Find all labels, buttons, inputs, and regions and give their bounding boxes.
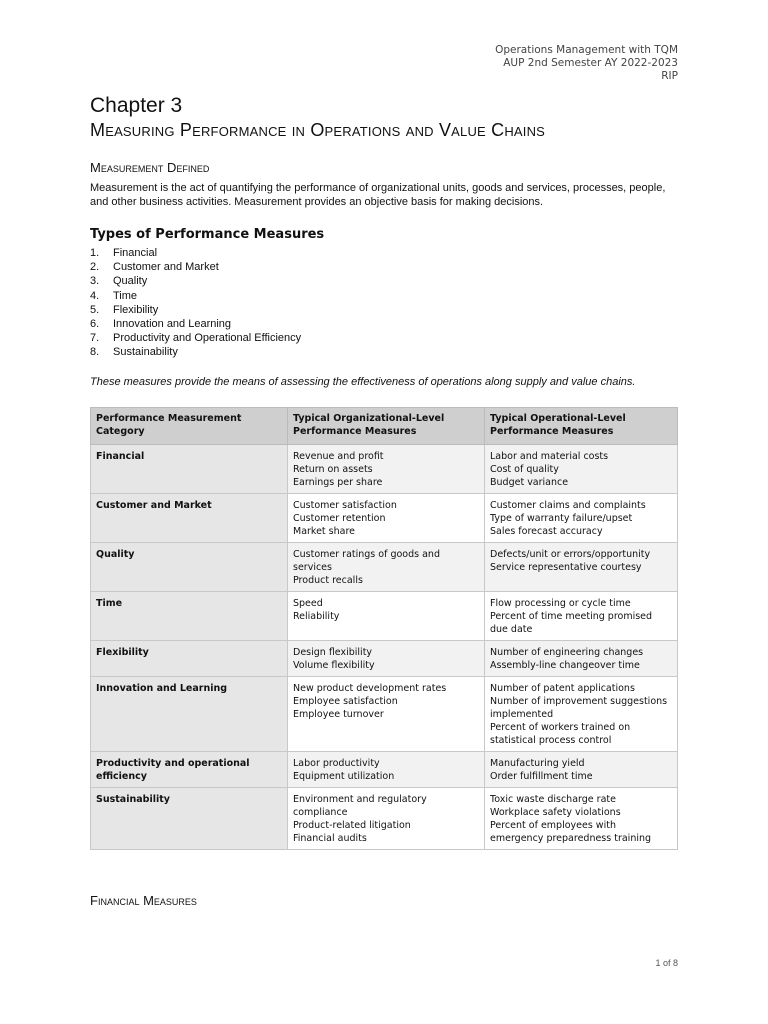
measure-item: Budget variance — [490, 477, 569, 488]
list-item-label: Time — [113, 289, 138, 302]
organizational-measures-cell — [288, 788, 485, 850]
organizational-measures-cell — [288, 592, 485, 641]
header-category: Performance Measurement Category — [91, 408, 288, 445]
list-item — [90, 345, 301, 359]
measure-item: Product-related litigation — [293, 820, 411, 831]
category-cell: Productivity and operational efficiency — [91, 752, 288, 788]
list-item — [90, 289, 301, 303]
list-item-number: 5. — [90, 303, 100, 316]
header-initials: RIP — [661, 70, 678, 82]
organizational-measures-cell — [288, 494, 485, 543]
document-header — [495, 44, 678, 83]
header-operational: Typical Operational-Level Performance Measures — [485, 408, 678, 445]
page-number: 1 of 8 — [655, 958, 678, 968]
measure-item: Percent of time meeting promised due date — [490, 611, 653, 635]
list-item — [90, 246, 301, 260]
operational-measures-cell — [485, 494, 678, 543]
measurement-definition-paragraph: Measurement is the act of quantifying the performance of organizational units, goods and services, processes, people, and other business activities. Measurement provides an objective basis for making decisions. — [90, 182, 666, 208]
measure-item: Revenue and profit — [293, 451, 384, 462]
organizational-measures-cell — [288, 677, 485, 752]
organizational-measures-cell — [288, 445, 485, 494]
measure-item: Employee turnover — [293, 709, 384, 720]
table-row — [91, 641, 678, 677]
measure-item: Order fulfillment time — [490, 771, 593, 782]
chapter-number: Chapter 3 — [90, 94, 183, 117]
table-row — [91, 752, 678, 788]
list-item-number: 4. — [90, 289, 100, 302]
category-cell: Innovation and Learning — [91, 677, 288, 752]
measure-item: Sales forecast accuracy — [490, 526, 603, 537]
measure-item: Design flexibility — [293, 647, 373, 658]
measure-item: Speed — [293, 598, 323, 609]
measure-item: Market share — [293, 526, 356, 537]
list-item-number: 1. — [90, 247, 100, 259]
operational-measures-cell — [485, 445, 678, 494]
section-heading-financial-measures: Financial Measures — [90, 893, 197, 908]
category-cell: Sustainability — [91, 788, 288, 850]
list-item-label: Quality — [113, 275, 148, 288]
category-cell: Quality — [91, 543, 288, 592]
measure-item: Product recalls — [293, 575, 363, 586]
measure-item: Customer ratings of goods and services — [293, 549, 440, 573]
measure-item: Service representative courtesy — [490, 562, 642, 573]
section-heading-measurement-defined: Measurement Defined — [90, 160, 210, 175]
measure-item: Labor and material costs — [490, 451, 609, 462]
measure-item: Volume flexibility — [293, 660, 375, 671]
table-row — [91, 677, 678, 752]
organizational-measures-cell — [288, 641, 485, 677]
measure-item: Flow processing or cycle time — [490, 598, 631, 609]
measure-item: Workplace safety violations — [490, 807, 621, 818]
category-cell: Time — [91, 592, 288, 641]
measure-item: Earnings per share — [293, 477, 383, 488]
header-course: Operations Management with TQM — [495, 44, 678, 56]
operational-measures-cell — [485, 677, 678, 752]
list-item — [90, 260, 301, 274]
list-item-number: 3. — [90, 275, 100, 288]
list-item — [90, 331, 301, 345]
measure-item: Equipment utilization — [293, 771, 395, 782]
table-row — [91, 592, 678, 641]
measure-item: Number of patent applications — [490, 683, 635, 694]
list-item-number: 7. — [90, 332, 100, 345]
list-item-number: 6. — [90, 318, 100, 331]
measure-item: Number of engineering changes — [490, 647, 644, 658]
table-row — [91, 494, 678, 543]
operational-measures-cell — [485, 788, 678, 850]
measures-note: These measures provide the means of assessing the effectiveness of operations along supply and value chains. — [90, 376, 636, 388]
operational-measures-cell — [485, 752, 678, 788]
operational-measures-cell — [485, 543, 678, 592]
list-item-label: Customer and Market — [113, 261, 219, 274]
measure-item: Environment and regulatory compliance — [293, 794, 427, 818]
operational-measures-cell — [485, 641, 678, 677]
list-item — [90, 303, 301, 317]
list-item-label: Innovation and Learning — [113, 318, 232, 331]
measure-item: Percent of workers trained on statistical process control — [490, 722, 631, 746]
measure-item: Labor productivity — [293, 758, 380, 769]
list-item-number: 8. — [90, 346, 100, 359]
performance-measures-table — [90, 407, 678, 850]
measure-item: Reliability — [293, 611, 340, 622]
category-cell: Flexibility — [91, 641, 288, 677]
measure-item: Financial audits — [293, 833, 367, 844]
list-item-label: Financial — [113, 247, 158, 259]
operational-measures-cell — [485, 592, 678, 641]
measure-item: Assembly-line changeover time — [490, 660, 640, 671]
measure-item: Customer claims and complaints — [490, 500, 646, 511]
header-semester: AUP 2nd Semester AY 2022-2023 — [503, 57, 678, 69]
table-row — [91, 445, 678, 494]
list-item-label: Sustainability — [113, 346, 178, 359]
list-item-label: Productivity and Operational Efficiency — [113, 332, 302, 345]
measure-item: Number of improvement suggestions implemented — [490, 696, 668, 720]
table-body — [91, 445, 678, 850]
measure-item: Customer satisfaction — [293, 500, 397, 511]
table-header-row — [91, 408, 678, 445]
list-item — [90, 274, 301, 288]
measure-item: Employee satisfaction — [293, 696, 398, 707]
section-heading-types: Types of Performance Measures — [90, 227, 325, 242]
types-list — [90, 246, 301, 360]
list-item-number: 2. — [90, 261, 100, 274]
measure-item: Manufacturing yield — [490, 758, 585, 769]
list-item-label: Flexibility — [113, 303, 159, 316]
table-row — [91, 788, 678, 850]
category-cell: Financial — [91, 445, 288, 494]
organizational-measures-cell — [288, 752, 485, 788]
measure-item: Return on assets — [293, 464, 373, 475]
chapter-title: Measuring Performance in Operations and Value Chains — [90, 120, 546, 140]
measure-item: Toxic waste discharge rate — [490, 794, 616, 805]
measure-item: Defects/unit or errors/opportunity — [490, 549, 651, 560]
measure-item: Percent of employees with emergency preparedness training — [490, 820, 652, 844]
measure-item: New product development rates — [293, 683, 447, 694]
measure-item: Customer retention — [293, 513, 386, 524]
list-item — [90, 317, 301, 331]
organizational-measures-cell — [288, 543, 485, 592]
header-organizational: Typical Organizational-Level Performance Measures — [288, 408, 485, 445]
table-row — [91, 543, 678, 592]
measure-item: Type of warranty failure/upset — [490, 513, 633, 524]
measure-item: Cost of quality — [490, 464, 559, 475]
category-cell: Customer and Market — [91, 494, 288, 543]
